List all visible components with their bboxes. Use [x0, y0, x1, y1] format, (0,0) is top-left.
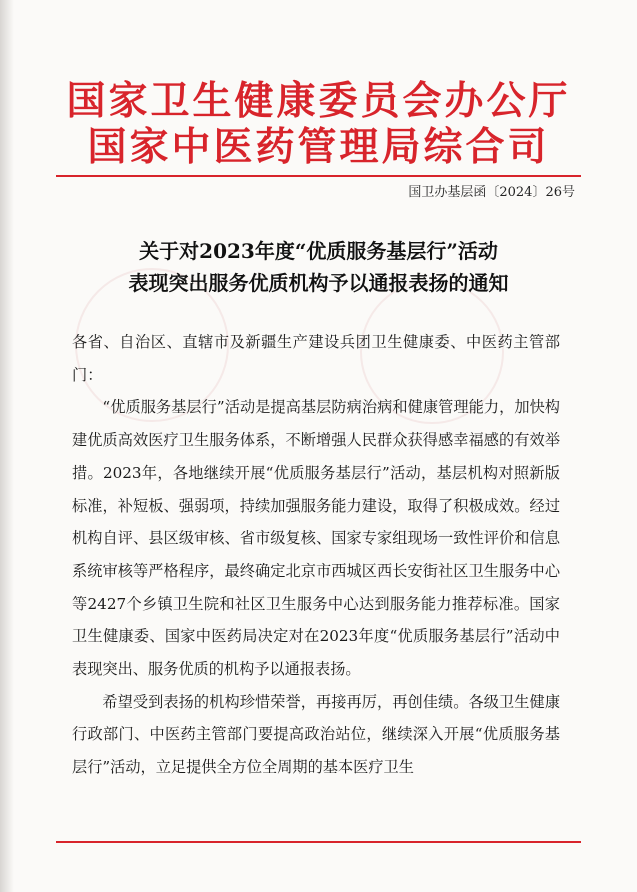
- document-title: [0, 235, 637, 299]
- header-line-1: 国家卫生健康委员会办公厅: [66, 78, 571, 124]
- red-divider-top: [56, 175, 581, 177]
- document-body: [72, 326, 560, 784]
- document-number: 国卫办基层函〔2024〕26号: [408, 185, 575, 200]
- paragraph-1: “优质服务基层行”活动是提高基层防病治病和健康管理能力，加快构建优质高效医疗卫生服务体系，不断增强人民群众获得感幸福感的有效举措。2023年，各地继续开展“优质服务基层行”活动，基层机构对照新版标准，补短板、强弱项，持续加强服务能力建设，取得了积极成效。经过机构自评、县区级审核、省市级复核、国家专家组现场一致性评价和信息系统审核等严格程序，最终确定北京市西城区西长安街社区卫生服务中心等2427个乡镇卫生院和社区卫生服务中心达到服务能力推荐标准。国家卫生健康委、国家中医药局决定对在2023年度“优质服务基层行”活动中表现突出、服务优质的机构予以通报表扬。: [72, 398, 560, 679]
- issuing-authority-header: [0, 78, 637, 170]
- paragraph-2: 希望受到表扬的机构珍惜荣誉，再接再厉，再创佳绩。各级卫生健康行政部门、中医药主管部门要提高政治站位，继续深入开展“优质服务基层行”活动，立足提供全方位全周期的基本医疗卫生: [72, 692, 560, 777]
- title-line-2: 表现突出服务优质机构予以通报表扬的通知: [128, 271, 509, 295]
- header-line-2: 国家中医药管理局综合司: [87, 124, 550, 170]
- salutation: 各省、自治区、直辖市及新疆生产建设兵团卫生健康委、中医药主管部门：: [72, 333, 560, 384]
- red-divider-bottom: [56, 841, 581, 843]
- title-line-1: 关于对2023年度“优质服务基层行”活动: [139, 239, 498, 263]
